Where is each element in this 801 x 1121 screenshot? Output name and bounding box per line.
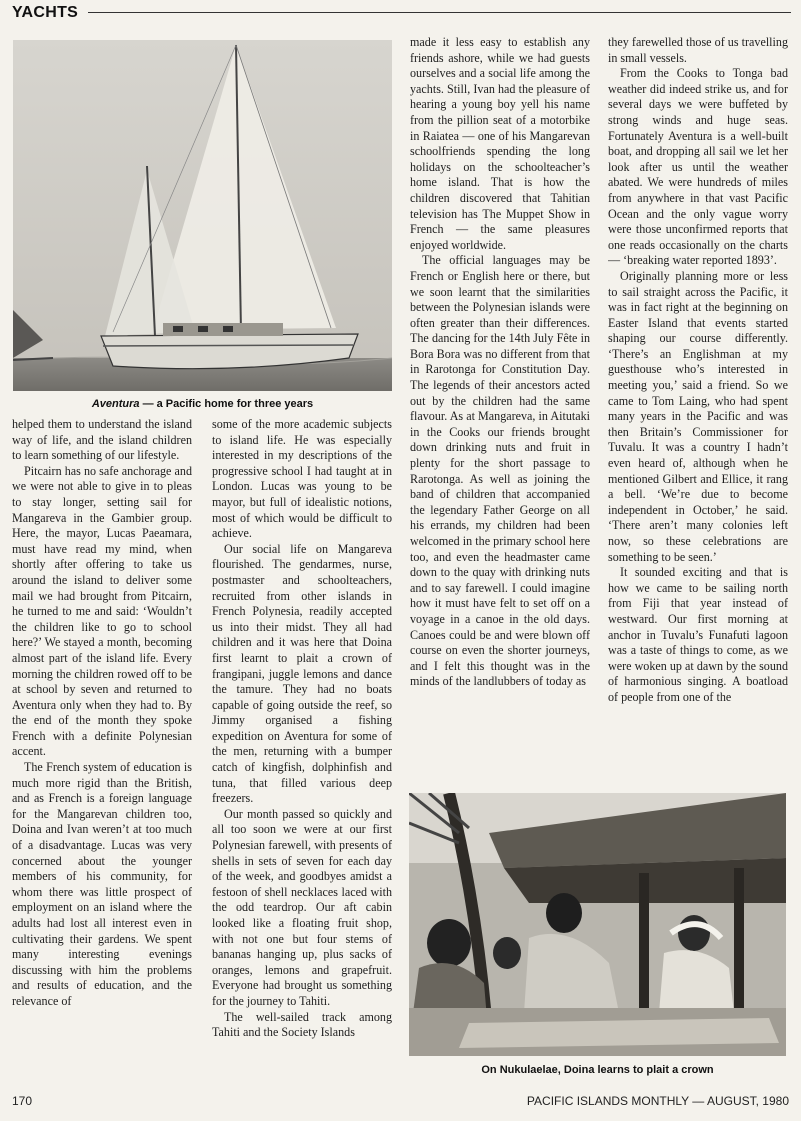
yacht-photo-caption — [13, 398, 392, 410]
col1-paragraph-2: Pitcairn has no safe anchorage and we were not able to give in to pleas to stay longer, setting sail for Mangareva in the Gambier group. Here, the mayor, Lucas Paeamara, must have read my mind, when shortly after offering to take us around the island to deliver some mail we had brought from Pitcairn, he turned to me and said: ‘Wouldn’t the children like to go to school here?’ We stayed a month, becoming almost part of the island life. Every morning the children rowed off to be at school by seven and returned to Aventura only when they had to. By the end of the month they spoke French with a definite Polynesian accent. — [12, 463, 192, 759]
article-column-2 — [212, 417, 392, 1079]
header-rule — [88, 12, 791, 13]
caption-boat-name: Aventura — [91, 398, 140, 410]
col1-paragraph-1: helped them to understand the island way of life, and the island children to learn something of our lifestyle. — [12, 417, 192, 463]
village-photo — [409, 793, 786, 1056]
col1-paragraph-3: The French system of education is much more rigid than the British, and as French is a foreign language for the Mangarevan children too, Doina and Ivan weren’t at too much of a disadvantage. Lucas was very concerned about the younger members of his community, for whom there was little prospect of employment on an island where the adults had lost all interest even in cultivating their gardens. We spent many interesting evenings discussing with him the problems and results of education, and the relevance of — [12, 760, 192, 1008]
col3-paragraph-2: The official languages may be French or English here or there, but we soon learnt that the similarities between the Polynesian islands were often greater than their differences. The dancing for the 14th July Fête in Bora Bora was no different from that in Rarotonga for Constitution Day. The legends of their ancestors acted out by the children had the same flavour. As at Mangareva, in Aitutaki in the Cooks our friends brought down drinking nuts and fruit in plenty for the short passage to Rarotonga. As well as joining the band of children that accompanied the legendary Father George on all his errands, my children had been welcomed in the primary school here too, and even the headmaster came down to the quay with drinking nuts and to say farewell. I could imagine how it must have felt to set off on a voyage in a canoe in the old days. Canoes could be and were blown off course on even the shorter journeys, and I felt this thought was in the minds of the landlubbers of today as — [410, 253, 590, 689]
article-column-4 — [608, 35, 788, 787]
page-number: 170 — [12, 1094, 33, 1108]
col4-paragraph-2: From the Cooks to Tonga bad weather did indeed strike us, and for several days we were buffeted by strong winds and huge seas. Fortunately Aventura is a well-built boat, and dropping all sail we let her look after us until the weather abated. We were hundreds of miles from anywhere in that vast Pacific Ocean and the only vague worry were those unconfirmed reports that one reads occasionally on the charts — ‘breaking water reported 1893’. — [608, 66, 788, 268]
col2-paragraph-4: The well-sailed track among Tahiti and the Society Islands — [212, 1009, 392, 1040]
article-column-1 — [12, 417, 192, 1079]
section-header: YACHTS — [12, 4, 79, 21]
col4-paragraph-4: It sounded exciting and that is how we came to be sailing north from Fiji that year instead of westward. Our first morning at anchor in Tuvalu’s Funafuti lagoon was a taste of things to come, as we were woken up at dawn by the sound of harmonious singing. A boatload of people from one of the — [608, 565, 788, 704]
col4-paragraph-3: Originally planning more or less to sail straight across the Pacific, it was in fact right at the beginning on Easter Island that events started shaping our course differently. ‘There’s an Englishman at my guesthouse who’s interested in meeting you,’ said a friend. So we came to Tom Laing, who had spent many years in the Pacific and was then Britain’s Commissioner for Tuvalu. It was a country I hadn’t even heard of, although when he mentioned Gilbert and Ellice, it rang a bell. ‘We’re due to become independent in October,’ he said. ‘There aren’t many colonies left now, so these celebrations are something to be seen.’ — [608, 268, 788, 564]
col3-paragraph-1: made it less easy to establish any friends ashore, while we had guests ourselves and a social life among the yachts. Still, Ivan had the pleasure of hearing a young boy yell his name from the pillion seat of a motorbike in Raiatea — one of his Mangarevan schoolfriends spending the long holidays on the schoolteacher’s home island. That is how the children discovered that Tahitian television has The Muppet Show in French — the same pleasures enjoyed worldwide. — [410, 35, 590, 252]
village-photo-caption: On Nukulaelae, Doina learns to plait a crown — [481, 1064, 714, 1076]
caption-text: — a Pacific home for three years — [139, 398, 314, 410]
article-column-3 — [410, 35, 590, 787]
col4-paragraph-1: they farewelled those of us travelling in small vessels. — [608, 35, 788, 65]
publication-line: PACIFIC ISLANDS MONTHLY — AUGUST, 1980 — [526, 1094, 789, 1108]
col2-paragraph-2: Our social life on Mangareva flourished. The gendarmes, nurse, postmaster and schoolteachers, recruited from other islands in French Polynesia, readily accepted us into their midst. They all had children and it was here that Doina first learnt to plait a crown of frangipani, juggle lemons and dance the tamure. They had no boats capable of going outside the reef, so Jimmy organised a fishing expedition on Aventura for some of the men, returning with a bumper catch of kingfish, dolphinfish and tuna, that filled various deep freezers. — [212, 541, 392, 806]
col2-paragraph-3: Our month passed so quickly and all too soon we were at our first Polynesian farewell, with presents of shells in sets of seven for each day of the week, and goodbyes amidst a festoon of shell necklaces laced with the odd teardrop. Our aft cabin looked like a floating fruit shop, with not one but four stems of bananas hanging up, plus sacks of oranges, lemons and grapefruit. Everyone had brought us something for the journey to Tahiti. — [212, 806, 392, 1008]
yacht-photo — [13, 40, 392, 391]
col2-paragraph-1: some of the more academic subjects to island life. He was especially interested in my descriptions of the progressive school I had taught at in London. Lucas was young to be mayor, but full of idealistic notions, most of which would be difficult to achieve. — [212, 417, 392, 541]
